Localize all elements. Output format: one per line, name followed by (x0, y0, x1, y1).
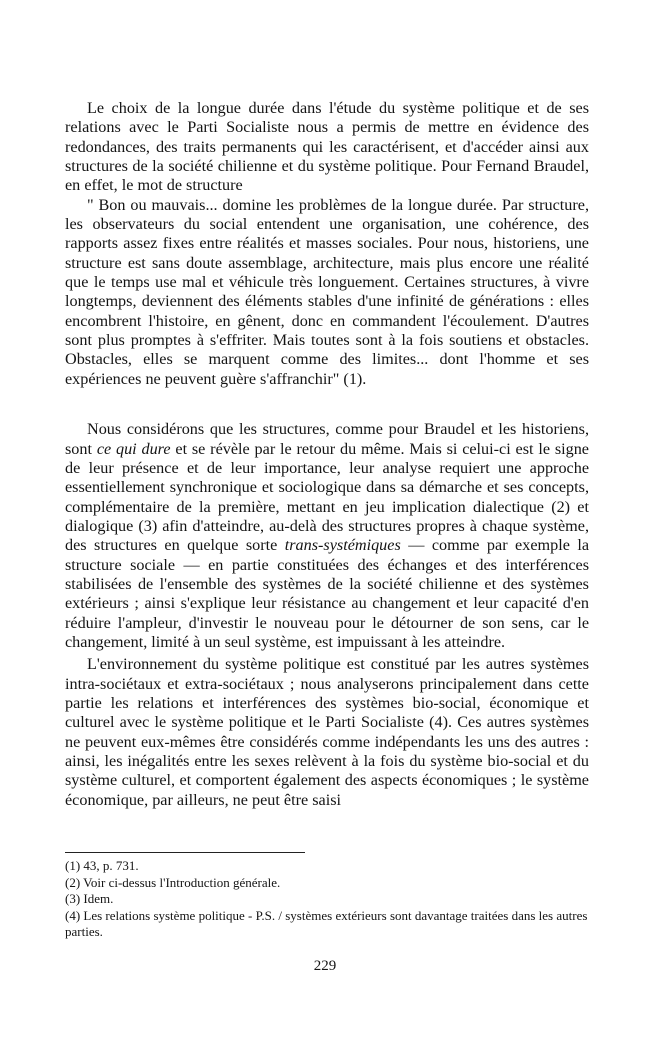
page-body (65, 99, 589, 810)
footnote-1: (1) 43, p. 731. (65, 858, 139, 873)
footnote-4: (4) Les relations système politique - P.S. / systèmes extérieurs sont davantage traitées dans les autres parties. (65, 907, 588, 939)
footnote-divider (65, 852, 305, 853)
italic-phrase-ce-qui-dure: ce qui dure (96, 439, 171, 458)
italic-phrase-trans-systemiques: trans-systémiques (284, 536, 401, 555)
paragraph-structure-choice: Le choix de la longue durée dans l'étude du système politique et de ses relations avec le Parti Socialiste nous a permis de mettre en évidence des redondances, des traits permanents qui les caractérisent, et d'accéder ainsi aux structures de la société chilienne et du système politique. Pour Fernand Braudel, en effet, le mot de structure (65, 99, 589, 195)
paragraph-structures-analysis (65, 420, 589, 652)
paragraph-gap (65, 389, 589, 408)
footnote-2: (2) Voir ci-dessus l'Introduction générale. (65, 874, 281, 890)
paragraph-gap (65, 408, 589, 420)
paragraph-environment: L'environnement du système politique est constitué par les autres systèmes intra-sociétaux et extra-sociétaux ; nous analyserons principalement dans cette partie les relations et interférences des systèmes bio-social, économique et culturel avec le système politique et le Parti Socialiste (4). Ces autres systèmes ne peuvent eux-mêmes être considérés comme indépendants les uns des autres : ainsi, les inégalités entre les sexes relèvent à la fois du système bio-social et du système culturel, et comportent également des aspects économiques ; le système économique, par ailleurs, ne peut être saisi (65, 655, 589, 809)
paragraph-braudel-quote: " Bon ou mauvais... domine les problèmes de la longue durée. Par structure, les observateurs du social entendent une organisation, une cohérence, des rapports assez fixes entre réalités et masses sociales. Pour nous, historiens, une structure est sans doute assemblage, architecture, mais plus encore une réalité que le temps use mal et véhicule très longuement. Certaines structures, à vivre longtemps, deviennent des éléments stables d'une infinité de générations : elles encombrent l'histoire, en gênent, donc en commandent l'écoulement. D'autres sont plus promptes à s'effriter. Mais toutes sont à la fois soutiens et obstacles. Obstacles, elles se marquent comme des limites... dont l'homme et ses expériences ne peuvent guère s'affranchir" (1). (65, 195, 589, 388)
text-run: Nous considérons que les structures, comme pour Braudel et les historiens, sont (65, 420, 589, 458)
footnotes (65, 858, 589, 941)
text-run: et se révèle par le retour du même. Mais si celui-ci est le signe de leur présence et de leur importance, leur analyse requiert une approche essentiellement synchronique et sociologique dans sa démarche et ses concepts, complémentaire de la première, mettant en jeu implication dialectique (2) et dialogique (3) afin d'atteindre, au-delà des structures propres à chaque système, des structures en quelque sorte (65, 439, 589, 555)
footnote-3: (3) Idem. (65, 891, 114, 906)
page-number: 229 (313, 958, 337, 974)
text-run: — comme par exemple la structure sociale — en partie constituées des échanges et des interférences stabilisées de l'ensemble des systèmes de la société chilienne et des systèmes extérieurs ; ainsi s'explique leur résistance au changement et leur capacité d'en réduire l'ampleur, d'investir le nouveau pour le détourner de son sens, car le changement, limité à un seul système, est impuissant à les atteindre. (65, 536, 590, 651)
